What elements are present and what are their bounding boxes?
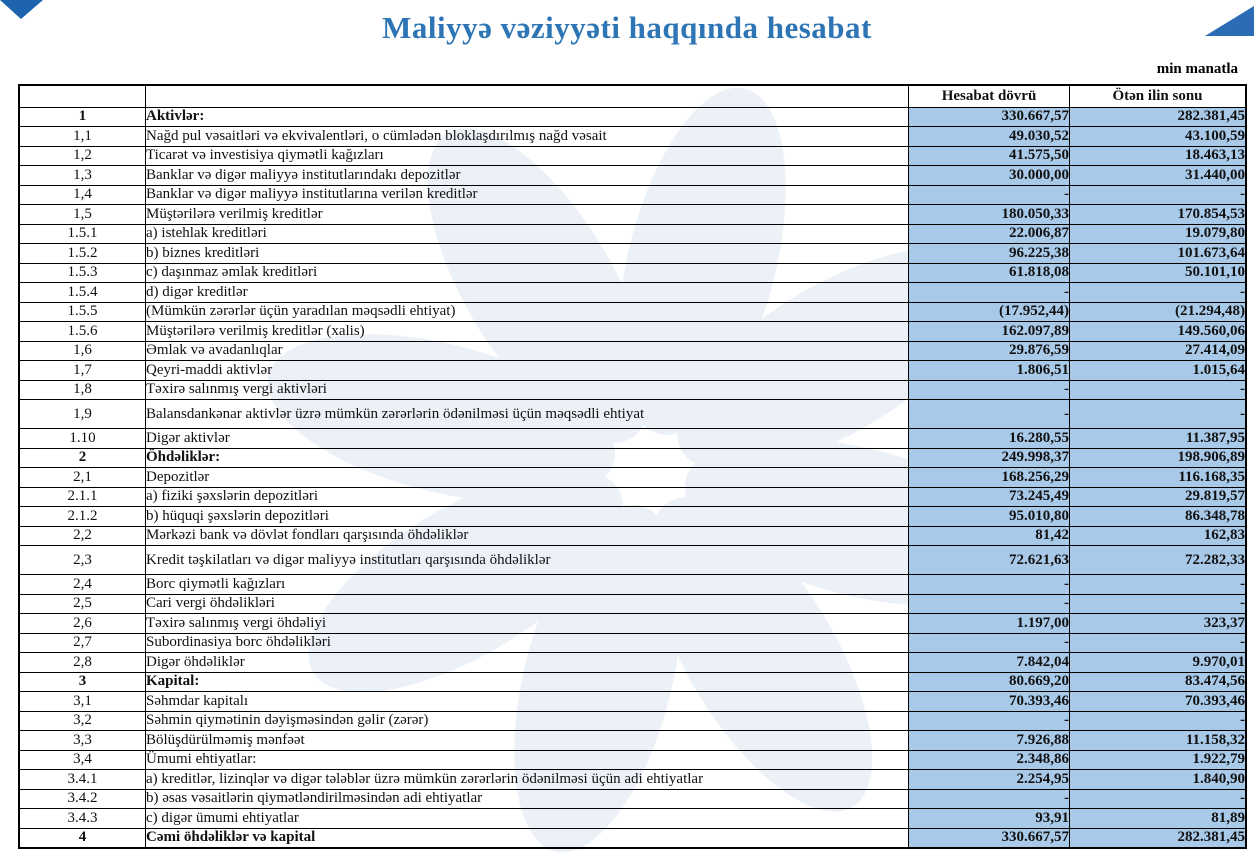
row-current-value-cell: 2.254,95 — [909, 770, 1070, 790]
row-current-value-cell: 30.000,00 — [909, 166, 1070, 186]
row-previous-value-cell: 83.474,56 — [1070, 672, 1247, 692]
table-row — [19, 380, 1246, 400]
row-label-cell: Digər öhdəliklər — [146, 653, 909, 673]
row-label-cell: Təxirə salınmış vergi aktivləri — [146, 380, 909, 400]
table-row — [19, 166, 1246, 186]
row-label-cell: d) digər kreditlər — [146, 283, 909, 303]
header-current-cell: Hesabat dövrü — [909, 85, 1070, 107]
row-current-value-cell: - — [909, 575, 1070, 595]
row-number-cell: 1,2 — [19, 146, 146, 166]
row-label-cell: a) fiziki şəxslərin depozitləri — [146, 487, 909, 507]
page-title: Maliyyə vəziyyəti haqqında hesabat — [382, 10, 872, 45]
row-previous-value-cell: 72.282,33 — [1070, 546, 1247, 575]
row-number-cell: 2 — [19, 448, 146, 468]
row-current-value-cell: 29.876,59 — [909, 341, 1070, 361]
row-number-cell: 1.5.1 — [19, 224, 146, 244]
row-number-cell: 2.1.1 — [19, 487, 146, 507]
row-label-cell: (Mümkün zərərlər üçün yaradılan məqsədli ehtiyat) — [146, 302, 909, 322]
table-row — [19, 185, 1246, 205]
table-row — [19, 672, 1246, 692]
table-row — [19, 526, 1246, 546]
table-row — [19, 205, 1246, 225]
row-label-cell: Aktivlər: — [146, 107, 909, 127]
row-number-cell: 2,3 — [19, 546, 146, 575]
row-current-value-cell: 249.998,37 — [909, 448, 1070, 468]
row-number-cell: 1,1 — [19, 127, 146, 147]
row-previous-value-cell: 101.673,64 — [1070, 244, 1247, 264]
row-previous-value-cell: 19.079,80 — [1070, 224, 1247, 244]
row-label-cell: Depozitlər — [146, 468, 909, 488]
row-number-cell: 3.4.3 — [19, 809, 146, 829]
row-number-cell: 4 — [19, 828, 146, 848]
row-current-value-cell: 49.030,52 — [909, 127, 1070, 147]
row-number-cell: 1,9 — [19, 400, 146, 429]
row-number-cell: 1 — [19, 107, 146, 127]
row-current-value-cell: 1.806,51 — [909, 361, 1070, 381]
row-previous-value-cell: 282.381,45 — [1070, 828, 1247, 848]
table-row — [19, 146, 1246, 166]
row-previous-value-cell: 282.381,45 — [1070, 107, 1247, 127]
row-label-cell: a) kreditlər, lizinqlər və digər tələblər üzrə mümkün zərərlərin ödənilməsi üçün adi ehtiyatlar — [146, 770, 909, 790]
row-current-value-cell: 162.097,89 — [909, 322, 1070, 342]
row-previous-value-cell: 31.440,00 — [1070, 166, 1247, 186]
row-previous-value-cell: - — [1070, 185, 1247, 205]
table-row — [19, 487, 1246, 507]
row-number-cell: 1,3 — [19, 166, 146, 186]
row-current-value-cell: 2.348,86 — [909, 750, 1070, 770]
row-number-cell: 1.5.5 — [19, 302, 146, 322]
row-current-value-cell: 7.842,04 — [909, 653, 1070, 673]
table-row — [19, 448, 1246, 468]
row-label-cell: Səhmdar kapitalı — [146, 692, 909, 712]
row-label-cell: Banklar və digər maliyyə institutlarındakı depozitlər — [146, 166, 909, 186]
row-number-cell: 1.5.4 — [19, 283, 146, 303]
table-row — [19, 789, 1246, 809]
row-number-cell: 3,3 — [19, 731, 146, 751]
row-previous-value-cell: 170.854,53 — [1070, 205, 1247, 225]
row-current-value-cell: 1.197,00 — [909, 614, 1070, 634]
row-current-value-cell: 96.225,38 — [909, 244, 1070, 264]
row-number-cell: 2,6 — [19, 614, 146, 634]
table-row — [19, 507, 1246, 527]
row-previous-value-cell: 86.348,78 — [1070, 507, 1247, 527]
table-row — [19, 107, 1246, 127]
table-row — [19, 575, 1246, 595]
row-previous-value-cell: 116.168,35 — [1070, 468, 1247, 488]
row-current-value-cell: 72.621,63 — [909, 546, 1070, 575]
row-number-cell: 1,5 — [19, 205, 146, 225]
table-row — [19, 224, 1246, 244]
table-row — [19, 614, 1246, 634]
row-previous-value-cell: 198.906,89 — [1070, 448, 1247, 468]
table-row — [19, 594, 1246, 614]
header-number-cell — [19, 85, 146, 107]
row-number-cell: 1,6 — [19, 341, 146, 361]
table-header — [19, 85, 1246, 107]
row-current-value-cell: - — [909, 400, 1070, 429]
row-label-cell: Əmlak və avadanlıqlar — [146, 341, 909, 361]
header-previous-cell: Ötən ilin sonu — [1070, 85, 1247, 107]
row-current-value-cell: - — [909, 594, 1070, 614]
row-previous-value-cell: 50.101,10 — [1070, 263, 1247, 283]
header-label-cell — [146, 85, 909, 107]
row-label-cell: Kredit təşkilatları və digər maliyyə institutları qarşısında öhdəliklər — [146, 546, 909, 575]
table-row — [19, 546, 1246, 575]
row-previous-value-cell: - — [1070, 575, 1247, 595]
row-current-value-cell: 70.393,46 — [909, 692, 1070, 712]
row-label-cell: Borc qiymətli kağızları — [146, 575, 909, 595]
row-previous-value-cell: - — [1070, 711, 1247, 731]
row-number-cell: 2,7 — [19, 633, 146, 653]
row-current-value-cell: - — [909, 185, 1070, 205]
row-number-cell: 2,4 — [19, 575, 146, 595]
row-number-cell: 3.4.2 — [19, 789, 146, 809]
row-label-cell: Balansdankənar aktivlər üzrə mümkün zərərlərin ödənilməsi üçün məqsədli ehtiyat — [146, 400, 909, 429]
row-number-cell: 1.5.3 — [19, 263, 146, 283]
row-label-cell: Banklar və digər maliyyə institutlarına verilən kreditlər — [146, 185, 909, 205]
row-current-value-cell: 330.667,57 — [909, 107, 1070, 127]
row-label-cell: b) biznes kreditləri — [146, 244, 909, 264]
row-previous-value-cell: 323,37 — [1070, 614, 1247, 634]
row-label-cell: Öhdəliklər: — [146, 448, 909, 468]
row-current-value-cell: - — [909, 789, 1070, 809]
table-row — [19, 468, 1246, 488]
row-current-value-cell: (17.952,44) — [909, 302, 1070, 322]
row-number-cell: 2,8 — [19, 653, 146, 673]
row-label-cell: Müştərilərə verilmiş kreditlər (xalis) — [146, 322, 909, 342]
row-current-value-cell: 73.245,49 — [909, 487, 1070, 507]
row-label-cell: c) digər ümumi ehtiyatlar — [146, 809, 909, 829]
row-number-cell: 1.5.2 — [19, 244, 146, 264]
row-previous-value-cell: - — [1070, 789, 1247, 809]
table-row — [19, 711, 1246, 731]
table-row — [19, 263, 1246, 283]
table-row — [19, 283, 1246, 303]
row-label-cell: Təxirə salınmış vergi öhdəliyi — [146, 614, 909, 634]
row-current-value-cell: 95.010,80 — [909, 507, 1070, 527]
row-previous-value-cell: 70.393,46 — [1070, 692, 1247, 712]
table-row — [19, 361, 1246, 381]
table-row — [19, 633, 1246, 653]
row-label-cell: b) əsas vəsaitlərin qiymətləndirilməsindən adi ehtiyatlar — [146, 789, 909, 809]
row-number-cell: 3 — [19, 672, 146, 692]
row-label-cell: Mərkəzi bank və dövlət fondları qarşısında öhdəliklər — [146, 526, 909, 546]
table-row — [19, 244, 1246, 264]
table-row — [19, 828, 1246, 848]
row-previous-value-cell: 162,83 — [1070, 526, 1247, 546]
row-number-cell: 3.4.1 — [19, 770, 146, 790]
table-row — [19, 127, 1246, 147]
row-label-cell: Nağd pul vəsaitləri və ekvivalentləri, o cümlədən bloklaşdırılmış nağd vəsait — [146, 127, 909, 147]
row-previous-value-cell: - — [1070, 633, 1247, 653]
row-label-cell: c) daşınmaz əmlak kreditləri — [146, 263, 909, 283]
row-current-value-cell: 22.006,87 — [909, 224, 1070, 244]
row-previous-value-cell: 43.100,59 — [1070, 127, 1247, 147]
row-number-cell: 3,2 — [19, 711, 146, 731]
row-current-value-cell: 168.256,29 — [909, 468, 1070, 488]
row-label-cell: Ticarət və investisiya qiymətli kağızları — [146, 146, 909, 166]
table-row — [19, 322, 1246, 342]
row-number-cell: 3,1 — [19, 692, 146, 712]
row-current-value-cell: 7.926,88 — [909, 731, 1070, 751]
row-current-value-cell: - — [909, 283, 1070, 303]
row-current-value-cell: 180.050,33 — [909, 205, 1070, 225]
row-label-cell: Ümumi ehtiyatlar: — [146, 750, 909, 770]
row-current-value-cell: 330.667,57 — [909, 828, 1070, 848]
row-number-cell: 1,4 — [19, 185, 146, 205]
row-current-value-cell: 93,91 — [909, 809, 1070, 829]
row-current-value-cell: - — [909, 711, 1070, 731]
row-previous-value-cell: - — [1070, 594, 1247, 614]
row-label-cell: Cəmi öhdəliklər və kapital — [146, 828, 909, 848]
row-number-cell: 2,1 — [19, 468, 146, 488]
table-row — [19, 770, 1246, 790]
row-number-cell: 1,8 — [19, 380, 146, 400]
table-row — [19, 302, 1246, 322]
table-row — [19, 429, 1246, 449]
row-number-cell: 2,5 — [19, 594, 146, 614]
row-label-cell: b) hüquqi şəxslərin depozitləri — [146, 507, 909, 527]
row-previous-value-cell: 11.158,32 — [1070, 731, 1247, 751]
row-label-cell: Kapital: — [146, 672, 909, 692]
table-body — [19, 107, 1246, 848]
table-row — [19, 750, 1246, 770]
financial-position-table — [18, 84, 1247, 849]
row-current-value-cell: 41.575,50 — [909, 146, 1070, 166]
table-row — [19, 341, 1246, 361]
row-previous-value-cell: 1.840,90 — [1070, 770, 1247, 790]
row-current-value-cell: 61.818,08 — [909, 263, 1070, 283]
row-label-cell: Qeyri-maddi aktivlər — [146, 361, 909, 381]
row-previous-value-cell: 1.922,79 — [1070, 750, 1247, 770]
row-current-value-cell: 80.669,20 — [909, 672, 1070, 692]
row-previous-value-cell: 11.387,95 — [1070, 429, 1247, 449]
table-row — [19, 692, 1246, 712]
row-previous-value-cell: 81,89 — [1070, 809, 1247, 829]
row-previous-value-cell: 18.463,13 — [1070, 146, 1247, 166]
row-label-cell: Müştərilərə verilmiş kreditlər — [146, 205, 909, 225]
row-previous-value-cell: - — [1070, 283, 1247, 303]
header-row — [19, 85, 1246, 107]
row-label-cell: Subordinasiya borc öhdəlikləri — [146, 633, 909, 653]
row-number-cell: 1.5.6 — [19, 322, 146, 342]
row-previous-value-cell: - — [1070, 400, 1247, 429]
row-previous-value-cell: 1.015,64 — [1070, 361, 1247, 381]
row-previous-value-cell: 149.560,06 — [1070, 322, 1247, 342]
row-current-value-cell: - — [909, 633, 1070, 653]
row-label-cell: Digər aktivlər — [146, 429, 909, 449]
row-current-value-cell: 16.280,55 — [909, 429, 1070, 449]
row-number-cell: 2,2 — [19, 526, 146, 546]
row-previous-value-cell: - — [1070, 380, 1247, 400]
table-row — [19, 653, 1246, 673]
row-number-cell: 3,4 — [19, 750, 146, 770]
row-number-cell: 1,7 — [19, 361, 146, 381]
row-current-value-cell: 81,42 — [909, 526, 1070, 546]
row-previous-value-cell: 9.970,01 — [1070, 653, 1247, 673]
row-previous-value-cell: 27.414,09 — [1070, 341, 1247, 361]
row-number-cell: 1.10 — [19, 429, 146, 449]
row-number-cell: 2.1.2 — [19, 507, 146, 527]
row-label-cell: Səhmin qiymətinin dəyişməsindən gəlir (zərər) — [146, 711, 909, 731]
row-previous-value-cell: (21.294,48) — [1070, 302, 1247, 322]
row-label-cell: Cari vergi öhdəlikləri — [146, 594, 909, 614]
table-row — [19, 809, 1246, 829]
table-row — [19, 731, 1246, 751]
row-label-cell: Bölüşdürülməmiş mənfəət — [146, 731, 909, 751]
unit-note: min manatla — [1156, 61, 1238, 77]
table-row — [19, 400, 1246, 429]
row-label-cell: a) istehlak kreditləri — [146, 224, 909, 244]
row-current-value-cell: - — [909, 380, 1070, 400]
row-previous-value-cell: 29.819,57 — [1070, 487, 1247, 507]
